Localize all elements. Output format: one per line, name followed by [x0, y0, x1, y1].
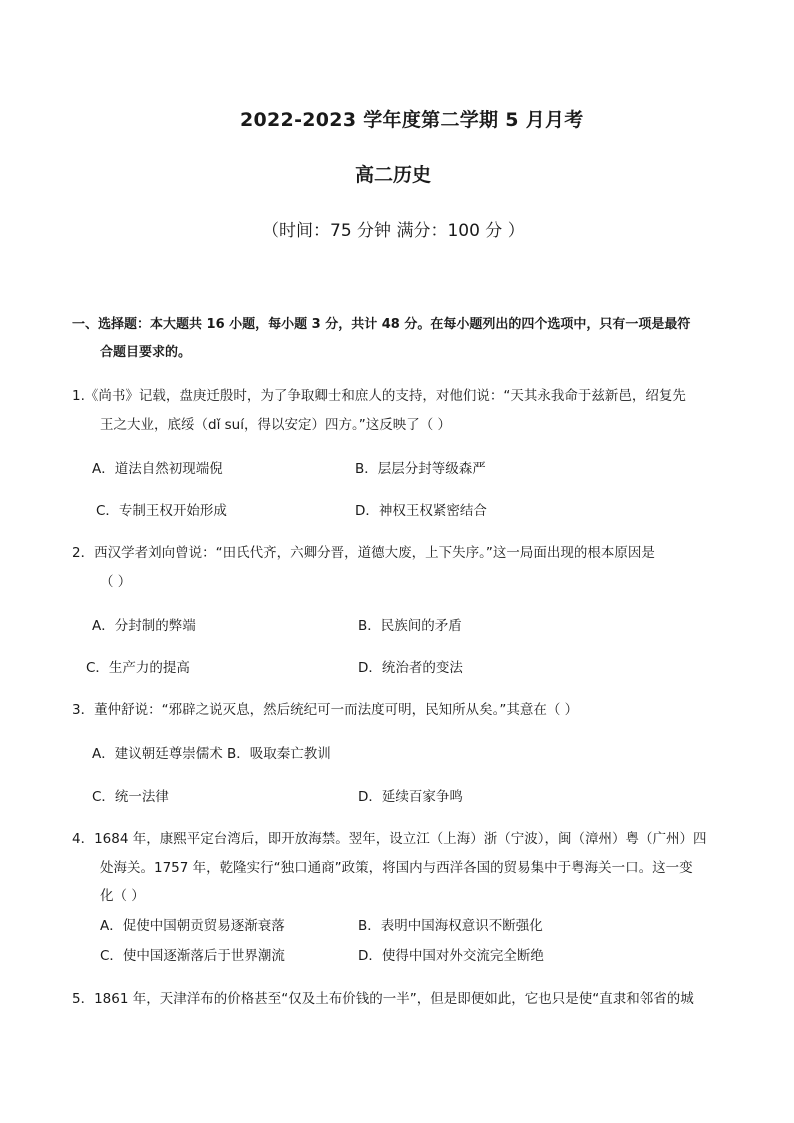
option-d: D．神权王权紧密结合 [355, 503, 487, 519]
section-heading-line2: 合题目要求的。 [100, 345, 192, 360]
option-b: B．层层分封等级森严 [355, 461, 486, 477]
question-text-line: 处海关。1757 年，乾隆实行“独口通商”政策，将国内与西洋各国的贸易集中于粤海关一口。这一变 [100, 860, 693, 876]
time-score-info: （时间：75 分钟 满分：100 分 ） [262, 221, 525, 241]
option-d: D．统治者的变法 [358, 660, 463, 676]
question-text-line: （ ） [100, 574, 132, 590]
option-b: B．民族间的矛盾 [358, 618, 462, 634]
section-heading-line1: 一、选择题：本大题共 16 小题，每小题 3 分，共计 48 分。在每小题列出的四个选项中，只有一项是最符 [72, 317, 691, 332]
question-text-line: 2．西汉学者刘向曾说：“田氏代齐，六卿分晋，道德大废，上下失序。”这一局面出现的根本原因是 [72, 545, 655, 561]
option-c: C．专制王权开始形成 [96, 503, 227, 519]
option-c: C．生产力的提高 [86, 660, 190, 676]
question-text-line: 化（ ） [100, 888, 145, 904]
question-text-line: 王之大业，底绥（dǐ suí，得以安定）四方。”这反映了（ ） [100, 417, 451, 433]
question-text-line: 5．1861 年，天津洋布的价格甚至“仅及土布价钱的一半”，但是即便如此，它也只是使“直隶和邻省的城 [72, 991, 694, 1007]
option-c: C．使中国逐渐落后于世界潮流 [100, 948, 285, 964]
question-text-line: 4．1684 年，康熙平定台湾后，即开放海禁。翌年，设立江（上海）浙（宁波），闽（漳州）粤（广州）四 [72, 831, 707, 847]
option-a: A．分封制的弊端 [92, 618, 196, 634]
option-b: B．表明中国海权意识不断强化 [358, 918, 543, 934]
option-ab: A．建议朝廷尊崇儒术 B．吸取秦亡教训 [92, 746, 331, 762]
option-d: D．延续百家争鸣 [358, 789, 463, 805]
subject-title: 高二历史 [355, 164, 432, 186]
option-c: C．统一法律 [92, 789, 169, 805]
option-a: A．促使中国朝贡贸易逐渐衰落 [100, 918, 285, 934]
exam-title: 2022-2023 学年度第二学期 5 月月考 [240, 109, 584, 131]
question-text-line: 1.《尚书》记载，盘庚迁殷时，为了争取卿士和庶人的支持，对他们说：“天其永我命于兹新邑，绍复先 [72, 388, 686, 404]
question-text-line: 3．董仲舒说：“邪辟之说灭息，然后统纪可一而法度可明，民知所从矣。”其意在（ ） [72, 702, 579, 718]
option-d: D．使得中国对外交流完全断绝 [358, 948, 544, 964]
option-a: A．道法自然初现端倪 [92, 461, 223, 477]
